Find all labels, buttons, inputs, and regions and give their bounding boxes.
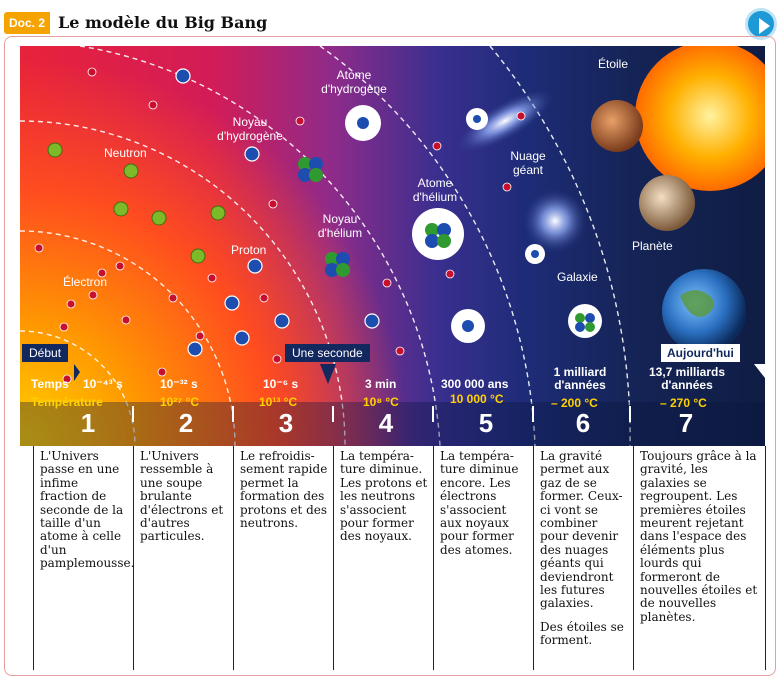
label-neutron: Neutron [104, 146, 147, 160]
stage-7-temp: – 270 °C [660, 396, 707, 410]
row-label-temperature: Température [31, 395, 103, 409]
stage-4-number: 4 [378, 408, 394, 438]
label-noyau-hydrogene: Noyau d'hydrogène [217, 115, 283, 143]
doc-badge: Doc. 2 [4, 12, 50, 34]
stage-6-number: 6 [575, 408, 591, 438]
label-planete: Planète [632, 239, 673, 253]
stage-6-temp: – 200 °C [551, 396, 598, 410]
stage-5-time: 300 000 ans [441, 377, 509, 391]
label-atome-hydrogene: Atome d'hydrogène [321, 68, 387, 96]
label-proton: Proton [231, 243, 267, 257]
stage-6-time: 1 milliard d'années [553, 365, 607, 392]
page-title: Le modèle du Big Bang [58, 13, 268, 32]
marker-une-seconde: Une seconde [285, 344, 370, 362]
stage-7-time: 13,7 milliards d'années [648, 365, 726, 392]
label-etoile: Étoile [598, 57, 629, 71]
big-bang-illustration [20, 46, 765, 446]
label-noyau-helium: Noyau d'hélium [317, 212, 363, 240]
stage-descriptions [33, 446, 765, 670]
stage-2-temp: 10²⁷ °C [160, 395, 200, 409]
stage-3-text: Le refroidis-sement rapide permet la formation des protons et des neutrons. [234, 446, 334, 670]
stage-2-number: 2 [178, 408, 194, 438]
stage-5-number: 5 [478, 408, 494, 438]
label-galaxie: Galaxie [557, 270, 598, 284]
stage-4-time: 3 min [365, 377, 397, 391]
stage-7-text: Toujours grâce à la gravité, les galaxies se regroupent. Les premières étoiles meurent rejetant dans l'espace des éléments plus lourds qui formeront de nouvelles étoiles et de nouvelles planètes. [634, 446, 766, 670]
marker-aujourdhui: Aujourd'hui [661, 344, 740, 362]
stage-5-text: La tempéra-ture diminue encore. Les électrons s'associent aux noyaux pour former des atomes. [434, 446, 534, 670]
stage-6-text: La gravité permet aux gaz de se former. Ceux-ci vont se combiner pour devenir des nuages géants qui deviendront les futures galaxies. Des étoiles se forment. [534, 446, 634, 670]
label-atome-helium: Atome d'hélium [412, 176, 458, 204]
stage-3-time: 10⁻⁶ s [263, 377, 299, 391]
stage-2-text: L'Univers ressemble à une soupe brulante d'électrons et d'autres particules. [134, 446, 234, 670]
stage-7-number: 7 [678, 408, 694, 438]
row-label-temps: Temps [31, 377, 69, 391]
stage-5-temp: 10 000 °C [450, 392, 504, 406]
stage-1-text: L'Univers passe en une infime fraction de seconde de la taille d'un atome à celle d'un pamplemousse. [34, 446, 134, 670]
stage-1-number: 1 [80, 408, 96, 438]
stage-4-text: La tempéra-ture diminue. Les protons et les neutrons s'associent pour former des noyaux. [334, 446, 434, 670]
stage-3-number: 3 [278, 408, 294, 438]
stage-2-time: 10⁻³² s [160, 377, 198, 391]
marker-debut: Début [22, 344, 68, 362]
stage-1-time: 10⁻⁴³ s [83, 377, 123, 391]
stage-4-temp: 10⁸ °C [363, 395, 399, 409]
label-nuage-geant: Nuage géant [510, 149, 546, 177]
stage-3-temp: 10¹³ °C [259, 395, 298, 409]
label-electron: Électron [63, 275, 108, 289]
